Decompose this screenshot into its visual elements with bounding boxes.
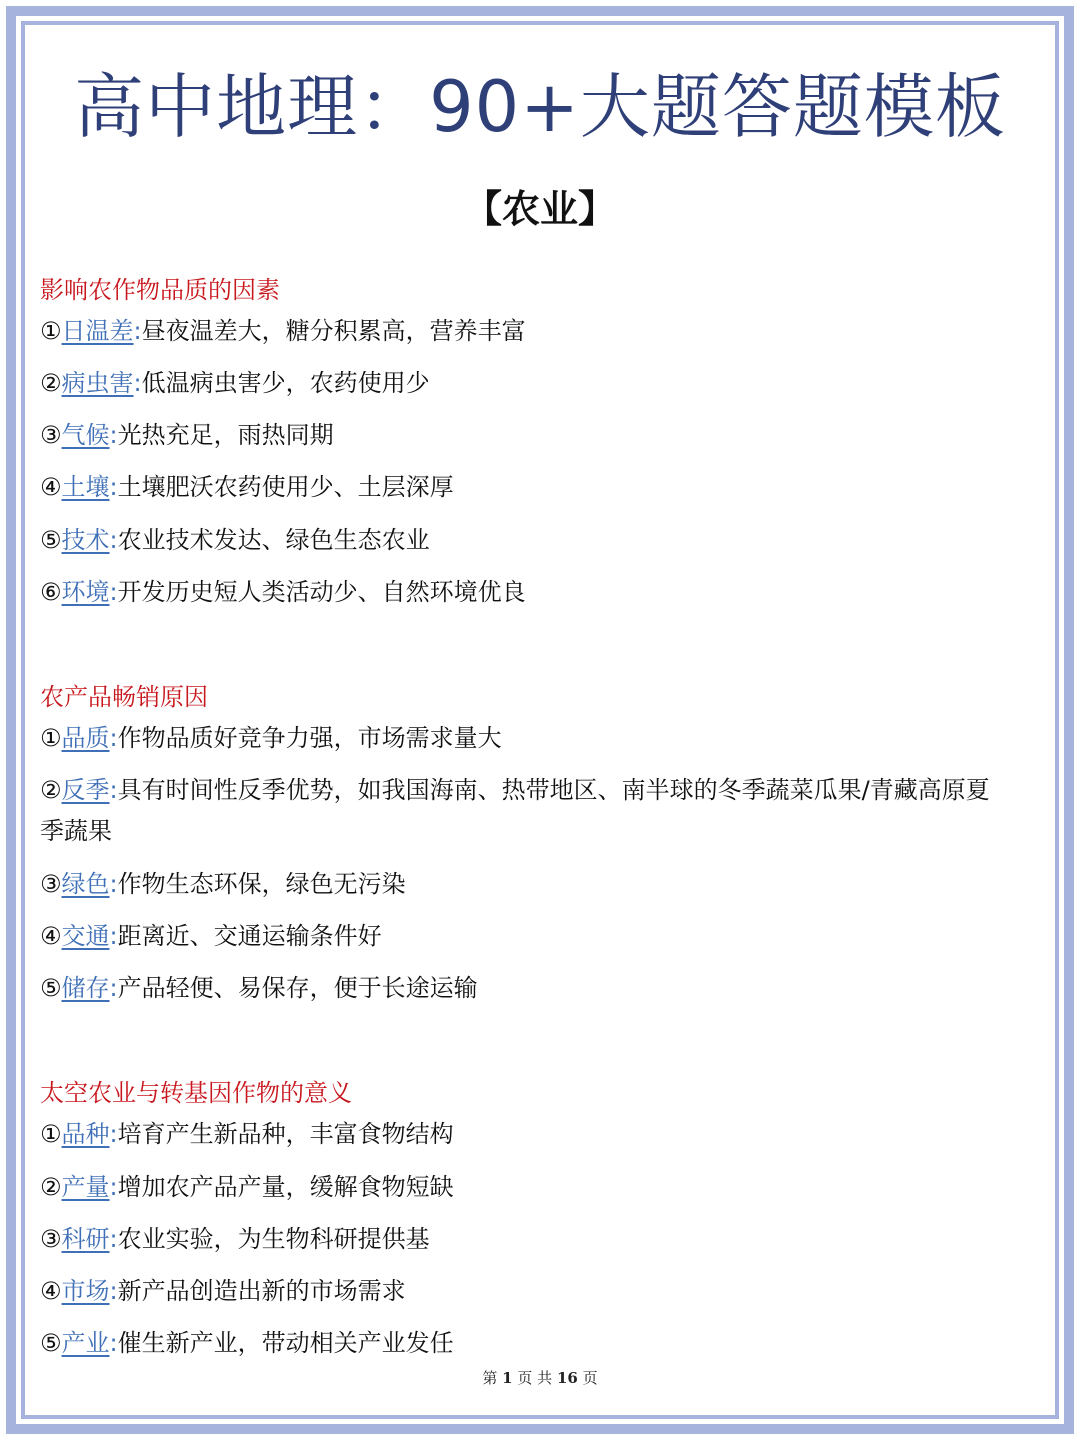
item-colon: : <box>109 922 118 950</box>
footer-suffix: 页 <box>582 1369 598 1387</box>
list-item <box>40 572 1000 613</box>
item-text: 产品轻便、易保存，便于长途运输 <box>117 974 478 1002</box>
item-number: ② <box>40 369 62 397</box>
item-number: ④ <box>40 922 62 950</box>
item-number: ④ <box>40 1277 62 1305</box>
item-keyword: 气候 <box>61 421 110 449</box>
item-keyword: 环境 <box>61 578 110 606</box>
list-item <box>40 1219 1000 1260</box>
current-page-number: 1 <box>502 1369 513 1387</box>
item-text: 催生新产业，带动相关产业发任 <box>117 1329 454 1357</box>
page-number-footer <box>0 1368 1080 1388</box>
list-item <box>40 1271 1000 1312</box>
item-text: 昼夜温差大，糖分积累高，营养丰富 <box>141 317 526 345</box>
item-number: ④ <box>40 473 62 501</box>
item-number: ② <box>40 776 62 804</box>
item-text: 新产品创造出新的市场需求 <box>117 1277 406 1305</box>
section-subtitle: 【农业】 <box>463 187 616 231</box>
item-text: 具有时间性反季优势，如我国海南、热带地区、南半球的冬季蔬菜瓜果/青藏高原夏季蔬果 <box>40 776 990 845</box>
list-item <box>40 415 1000 456</box>
list-item <box>40 770 1000 852</box>
section-heading-space-agriculture: 太空农业与转基因作物的意义 <box>40 1079 352 1107</box>
item-text: 作物品质好竞争力强，市场需求量大 <box>117 724 502 752</box>
item-colon: : <box>109 421 118 449</box>
list-item <box>40 864 1000 905</box>
item-colon: : <box>109 526 118 554</box>
item-number: ⑤ <box>40 974 62 1002</box>
item-text: 培育产生新品种，丰富食物结构 <box>117 1120 454 1148</box>
item-keyword: 绿色 <box>61 870 110 898</box>
footer-middle: 页 共 <box>517 1369 553 1387</box>
item-number: ③ <box>40 421 62 449</box>
list-item <box>40 467 1000 508</box>
item-text: 距离近、交通运输条件好 <box>117 922 382 950</box>
list-item <box>40 1167 1000 1208</box>
item-number: ③ <box>40 1225 62 1253</box>
item-text: 增加农产品产量，缓解食物短缺 <box>117 1173 454 1201</box>
footer-prefix: 第 <box>482 1369 498 1387</box>
item-number: ⑤ <box>40 1329 62 1357</box>
item-colon: : <box>109 974 118 1002</box>
item-number: ② <box>40 1173 62 1201</box>
item-colon: : <box>133 369 142 397</box>
list-item <box>40 311 1000 352</box>
item-colon: : <box>109 1329 118 1357</box>
item-text: 开发历史短人类活动少、自然环境优良 <box>117 578 526 606</box>
item-number: ① <box>40 724 62 752</box>
item-colon: : <box>109 724 118 752</box>
item-text: 光热充足，雨热同期 <box>117 421 334 449</box>
item-keyword: 产业 <box>61 1329 110 1357</box>
item-colon: : <box>109 578 118 606</box>
item-text: 农业技术发达、绿色生态农业 <box>117 526 430 554</box>
item-keyword: 品质 <box>61 724 110 752</box>
list-item <box>40 520 1000 561</box>
item-text: 低温病虫害少，农药使用少 <box>141 369 430 397</box>
section-heading-sales-reasons: 农产品畅销原因 <box>40 683 208 711</box>
item-keyword: 储存 <box>61 974 110 1002</box>
item-number: ⑤ <box>40 526 62 554</box>
list-item <box>40 916 1000 957</box>
item-colon: : <box>109 1173 118 1201</box>
item-number: ① <box>40 317 62 345</box>
list-item <box>40 718 1000 759</box>
page-title: 高中地理：90+大题答题模板 <box>74 66 1006 148</box>
item-colon: : <box>109 776 118 804</box>
section-heading-quality-factors: 影响农作物品质的因素 <box>40 276 280 304</box>
total-page-number: 16 <box>556 1369 578 1387</box>
item-colon: : <box>109 473 118 501</box>
item-colon: : <box>109 1225 118 1253</box>
item-text: 作物生态环保，绿色无污染 <box>117 870 406 898</box>
list-item <box>40 363 1000 404</box>
item-colon: : <box>109 1277 118 1305</box>
item-text: 土壤肥沃农药使用少、土层深厚 <box>117 473 454 501</box>
item-keyword: 交通 <box>61 922 110 950</box>
item-keyword: 产量 <box>61 1173 110 1201</box>
item-colon: : <box>133 317 142 345</box>
list-item <box>40 1323 1000 1364</box>
item-keyword: 品种 <box>61 1120 110 1148</box>
item-colon: : <box>109 1120 118 1148</box>
item-number: ① <box>40 1120 62 1148</box>
item-keyword: 反季 <box>61 776 110 804</box>
item-keyword: 日温差 <box>61 317 134 345</box>
item-keyword: 病虫害 <box>61 369 134 397</box>
item-number: ⑥ <box>40 578 62 606</box>
item-keyword: 科研 <box>61 1225 110 1253</box>
item-keyword: 市场 <box>61 1277 110 1305</box>
list-item <box>40 968 1000 1009</box>
list-item <box>40 1114 1000 1155</box>
item-keyword: 技术 <box>61 526 110 554</box>
item-text: 农业实验，为生物科研提供基 <box>117 1225 430 1253</box>
item-colon: : <box>109 870 118 898</box>
item-number: ③ <box>40 870 62 898</box>
item-keyword: 土壤 <box>61 473 110 501</box>
